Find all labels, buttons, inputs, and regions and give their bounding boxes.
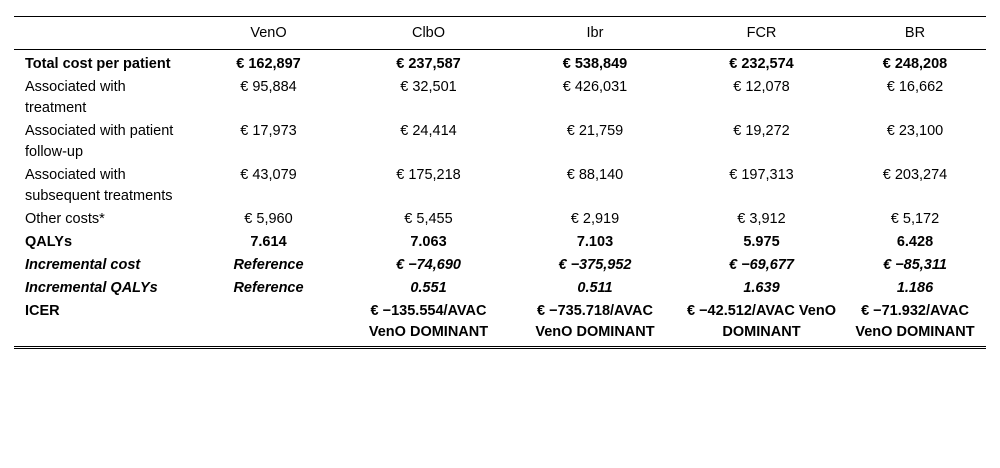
table-row	[14, 300, 986, 348]
table-cell: 1.639	[743, 280, 780, 296]
table-cell: € 538,849	[562, 56, 628, 72]
table-cell: € 12,078	[733, 79, 790, 95]
table-row	[14, 76, 986, 120]
table-cell: € 162,897	[236, 56, 301, 72]
table-cell: € 232,574	[729, 56, 794, 72]
table-cell	[191, 300, 346, 348]
table-cell: € 21,759	[566, 123, 624, 139]
table-cell: € −375,952	[558, 257, 632, 273]
table-row	[14, 208, 986, 231]
table-cell: € 248,208	[882, 56, 948, 72]
table-cell: 7.103	[576, 234, 614, 250]
table-cell: 1.186	[896, 280, 934, 296]
table-cell: 0.551	[410, 280, 447, 296]
row-label: Incremental cost	[25, 257, 141, 273]
row-label: Associated with patient follow-up	[25, 123, 174, 160]
table-cell: € 203,274	[882, 167, 948, 183]
row-label: Associated with treatment	[25, 79, 126, 116]
header-cell-veno: VenO	[250, 25, 287, 41]
table-cell: € 24,414	[400, 123, 457, 139]
table-cell: € 3,912	[737, 211, 786, 227]
table-cell: € 43,079	[240, 167, 297, 183]
table-cell: € 88,140	[566, 167, 624, 183]
table-cell: € −735.718/AVAC VenO DOMINANT	[535, 303, 655, 340]
table-cell: 7.614	[250, 234, 287, 250]
table-cell: € 95,884	[240, 79, 297, 95]
table-cell: € 5,455	[404, 211, 453, 227]
table-cell: € 32,501	[400, 79, 457, 95]
table-row	[14, 164, 986, 208]
header-cell-label	[14, 17, 191, 50]
table-cell: € −135.554/AVAC VenO DOMINANT	[368, 303, 489, 340]
cost-effectiveness-table-container	[14, 16, 986, 349]
table-cell: € 16,662	[886, 79, 944, 95]
table-cell: € 23,100	[886, 123, 944, 139]
table-cell: € −42.512/AVAC VenO DOMINANT	[687, 303, 836, 340]
table-row	[14, 277, 986, 300]
table-cell: Reference	[233, 257, 304, 273]
table-header	[14, 17, 986, 50]
header-cell-fcr: FCR	[746, 25, 777, 41]
table-cell: € 175,218	[396, 167, 461, 183]
table-cell: € 17,973	[240, 123, 297, 139]
row-label: Incremental QALYs	[25, 280, 158, 296]
cost-effectiveness-table	[14, 16, 986, 349]
table-cell: € 2,919	[570, 211, 620, 227]
row-label: QALYs	[25, 234, 73, 250]
table-row	[14, 254, 986, 277]
table-cell: € 237,587	[396, 56, 461, 72]
table-cell: € 19,272	[733, 123, 790, 139]
table-cell: € −85,311	[883, 257, 947, 273]
table-cell: Reference	[233, 280, 304, 296]
row-label: Total cost per patient	[25, 56, 171, 72]
table-row	[14, 231, 986, 254]
table-cell: € −74,690	[396, 257, 461, 273]
header-cell-ibr: Ibr	[586, 25, 604, 41]
table-cell: € 5,172	[890, 211, 940, 227]
row-label: Other costs*	[25, 211, 105, 227]
row-label: Associated with subsequent treatments	[25, 167, 173, 204]
header-cell-clbo: ClbO	[411, 25, 446, 41]
table-cell: € 426,031	[562, 79, 628, 95]
table-cell: € 197,313	[729, 167, 794, 183]
row-label: ICER	[25, 303, 60, 319]
table-cell: € 5,960	[244, 211, 293, 227]
table-cell: 7.063	[410, 234, 447, 250]
table-cell: 5.975	[743, 234, 780, 250]
table-cell: 6.428	[896, 234, 934, 250]
table-cell: € −71.932/AVAC VenO DOMINANT	[855, 303, 975, 340]
table-row	[14, 50, 986, 77]
table-cell: 0.511	[577, 280, 613, 296]
table-row	[14, 120, 986, 164]
header-row	[14, 17, 986, 50]
table-body	[14, 50, 986, 348]
table-cell: € −69,677	[729, 257, 794, 273]
header-cell-br: BR	[904, 25, 926, 41]
